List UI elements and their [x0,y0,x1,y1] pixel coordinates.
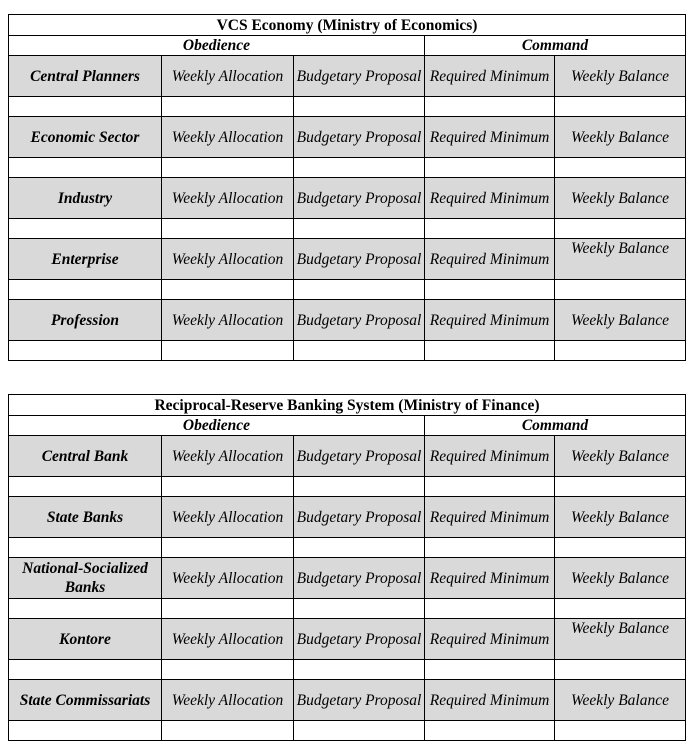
row-label: Enterprise [9,239,162,280]
empty-cell [294,280,425,300]
row-label: Economic Sector [9,117,162,158]
empty-cell [425,280,555,300]
table-row [9,239,686,280]
empty-cell [294,660,425,680]
empty-cell [555,721,686,741]
table-title: VCS Economy (Ministry of Economics) [9,15,686,36]
col-required-minimum: Required Minimum [425,56,555,97]
empty-cell [555,97,686,117]
col-weekly-balance: Weekly Balance [555,680,686,721]
empty-cell [555,158,686,178]
empty-cell [425,97,555,117]
row-label: Industry [9,178,162,219]
empty-cell [162,280,294,300]
group-header-obedience: Obedience [9,416,425,436]
group-header-command: Command [425,36,686,56]
row-label: National-Socialized Banks [9,558,162,599]
empty-cell [425,660,555,680]
empty-cell [425,158,555,178]
empty-cell [425,599,555,619]
group-header-command: Command [425,416,686,436]
empty-cell [555,660,686,680]
row-label: Central Bank [9,436,162,477]
col-weekly-allocation: Weekly Allocation [162,178,294,219]
empty-cell [9,341,162,361]
col-weekly-balance: Weekly Balance [555,178,686,219]
col-weekly-balance: Weekly Balance [555,619,686,660]
empty-cell [555,477,686,497]
empty-cell [162,477,294,497]
table-row [9,178,686,219]
empty-cell [555,341,686,361]
col-weekly-allocation: Weekly Allocation [162,680,294,721]
col-required-minimum: Required Minimum [425,558,555,599]
col-weekly-allocation: Weekly Allocation [162,497,294,538]
col-budgetary-proposal: Budgetary Proposal [294,558,425,599]
empty-cell [9,219,162,239]
empty-cell [9,158,162,178]
table-row [9,680,686,721]
empty-cell [162,660,294,680]
empty-cell [9,660,162,680]
empty-cell [162,97,294,117]
empty-cell [9,599,162,619]
empty-cell [294,599,425,619]
empty-cell [425,477,555,497]
col-budgetary-proposal: Budgetary Proposal [294,239,425,280]
table-row [9,56,686,97]
col-budgetary-proposal: Budgetary Proposal [294,178,425,219]
col-weekly-allocation: Weekly Allocation [162,56,294,97]
col-weekly-allocation: Weekly Allocation [162,619,294,660]
row-label: State Commissariats [9,680,162,721]
col-required-minimum: Required Minimum [425,436,555,477]
empty-cell [162,538,294,558]
col-budgetary-proposal: Budgetary Proposal [294,117,425,158]
col-budgetary-proposal: Budgetary Proposal [294,300,425,341]
empty-cell [294,341,425,361]
row-label: Central Planners [9,56,162,97]
empty-cell [9,280,162,300]
empty-cell [162,219,294,239]
col-weekly-balance: Weekly Balance [555,239,686,280]
col-required-minimum: Required Minimum [425,239,555,280]
col-weekly-balance: Weekly Balance [555,497,686,538]
empty-cell [555,599,686,619]
empty-cell [294,477,425,497]
empty-cell [9,538,162,558]
col-weekly-balance: Weekly Balance [555,117,686,158]
empty-cell [294,219,425,239]
empty-cell [294,538,425,558]
table-row [9,497,686,538]
col-weekly-allocation: Weekly Allocation [162,436,294,477]
row-label: Profession [9,300,162,341]
col-weekly-allocation: Weekly Allocation [162,300,294,341]
group-header-obedience: Obedience [9,36,425,56]
col-required-minimum: Required Minimum [425,117,555,158]
col-budgetary-proposal: Budgetary Proposal [294,56,425,97]
empty-cell [162,158,294,178]
table-row [9,436,686,477]
table-row [9,300,686,341]
row-label: State Banks [9,497,162,538]
col-required-minimum: Required Minimum [425,619,555,660]
empty-cell [555,280,686,300]
banking-system-table [8,394,686,741]
empty-cell [9,721,162,741]
empty-cell [425,721,555,741]
vcs-economy-table [8,14,686,361]
empty-cell [9,477,162,497]
empty-cell [294,721,425,741]
col-required-minimum: Required Minimum [425,497,555,538]
empty-cell [9,97,162,117]
col-weekly-balance: Weekly Balance [555,56,686,97]
col-budgetary-proposal: Budgetary Proposal [294,436,425,477]
empty-cell [162,341,294,361]
col-required-minimum: Required Minimum [425,178,555,219]
empty-cell [425,219,555,239]
col-weekly-balance: Weekly Balance [555,558,686,599]
col-budgetary-proposal: Budgetary Proposal [294,619,425,660]
col-required-minimum: Required Minimum [425,680,555,721]
empty-cell [425,341,555,361]
empty-cell [555,538,686,558]
col-budgetary-proposal: Budgetary Proposal [294,497,425,538]
empty-cell [294,97,425,117]
col-budgetary-proposal: Budgetary Proposal [294,680,425,721]
empty-cell [425,538,555,558]
col-weekly-allocation: Weekly Allocation [162,117,294,158]
table-row [9,558,686,599]
col-weekly-balance: Weekly Balance [555,436,686,477]
col-weekly-allocation: Weekly Allocation [162,239,294,280]
empty-cell [555,219,686,239]
col-required-minimum: Required Minimum [425,300,555,341]
empty-cell [162,599,294,619]
table-row [9,619,686,660]
col-weekly-allocation: Weekly Allocation [162,558,294,599]
empty-cell [294,158,425,178]
table-row [9,117,686,158]
row-label: Kontore [9,619,162,660]
empty-cell [162,721,294,741]
table-title: Reciprocal-Reserve Banking System (Ministry of Finance) [9,395,686,416]
col-weekly-balance: Weekly Balance [555,300,686,341]
